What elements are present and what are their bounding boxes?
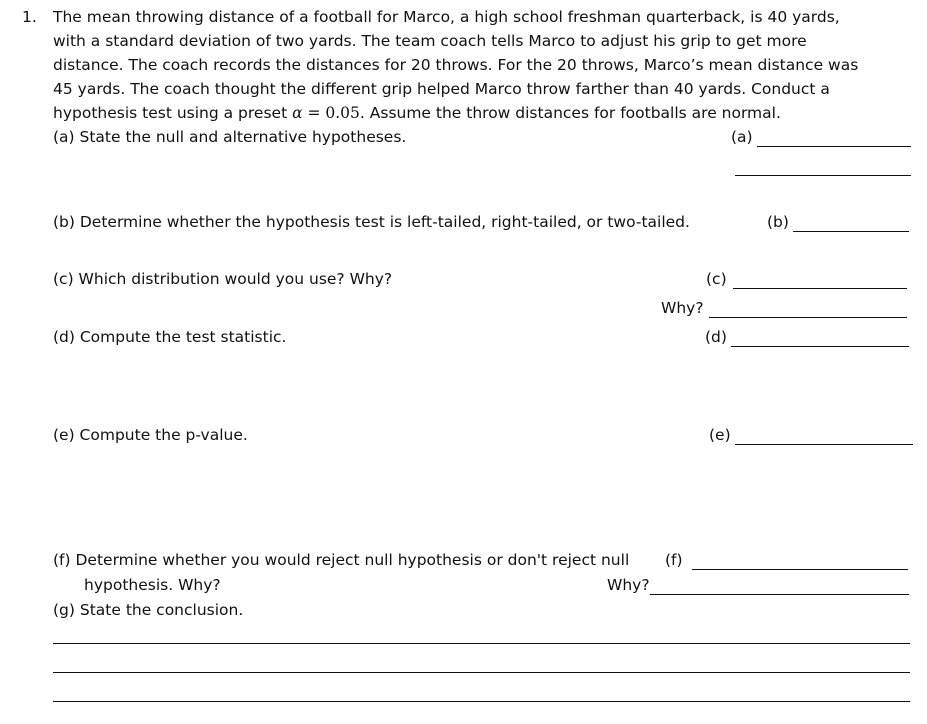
why-line-c[interactable] [709, 317, 907, 318]
problem-text-line-1: The mean throwing distance of a football for Marco, a high school freshman quarterback, is 40 yards, [53, 8, 840, 26]
equals-sign: = [302, 104, 326, 122]
problem-text-line-5 [53, 101, 781, 125]
answer-line-a-second[interactable] [735, 175, 911, 176]
answer-line-b[interactable] [793, 231, 909, 232]
answer-line-a[interactable] [757, 146, 911, 147]
question-b: (b) Determine whether the hypothesis test is left-tailed, right-tailed, or two-tailed. [53, 213, 690, 231]
question-g: (g) State the conclusion. [53, 601, 244, 619]
answer-label-e: (e) [709, 426, 731, 444]
conclusion-line-2[interactable] [53, 672, 910, 673]
answer-line-f[interactable] [692, 569, 908, 570]
answer-label-c: (c) [706, 270, 727, 288]
question-a: (a) State the null and alternative hypotheses. [53, 128, 407, 146]
problem-text-line-2: with a standard deviation of two yards. The team coach tells Marco to adjust his grip to get more [53, 32, 807, 50]
question-d: (d) Compute the test statistic. [53, 328, 287, 346]
problem-text-line-3: distance. The coach records the distances for 20 throws. For the 20 throws, Marco’s mean distance was [53, 56, 859, 74]
line5-post: . Assume the throw distances for footballs are normal. [359, 104, 781, 122]
alpha-value: 0.05 [325, 104, 360, 122]
why-line-f[interactable] [650, 594, 909, 595]
question-e: (e) Compute the p-value. [53, 426, 248, 444]
answer-line-e[interactable] [735, 444, 913, 445]
conclusion-line-1[interactable] [53, 643, 910, 644]
question-f-line-1: (f) Determine whether you would reject null hypothesis or don't reject null [53, 551, 630, 569]
why-label-c: Why? [661, 299, 704, 317]
answer-line-c[interactable] [733, 288, 907, 289]
question-c: (c) Which distribution would you use? Why? [53, 270, 393, 288]
problem-number: 1. [22, 8, 37, 26]
conclusion-line-3[interactable] [53, 701, 910, 702]
alpha-symbol: α [292, 104, 303, 122]
why-label-f: Why? [607, 576, 650, 594]
answer-line-d[interactable] [731, 346, 909, 347]
answer-label-b: (b) [767, 213, 789, 231]
answer-label-d: (d) [705, 328, 727, 346]
answer-label-f: (f) [665, 551, 683, 569]
line5-pre: hypothesis test using a preset [53, 104, 293, 122]
answer-label-a: (a) [731, 128, 753, 146]
question-f-line-2: hypothesis. Why? [84, 576, 221, 594]
problem-text-line-4: 45 yards. The coach thought the different grip helped Marco throw farther than 40 yards. Conduct a [53, 80, 830, 98]
